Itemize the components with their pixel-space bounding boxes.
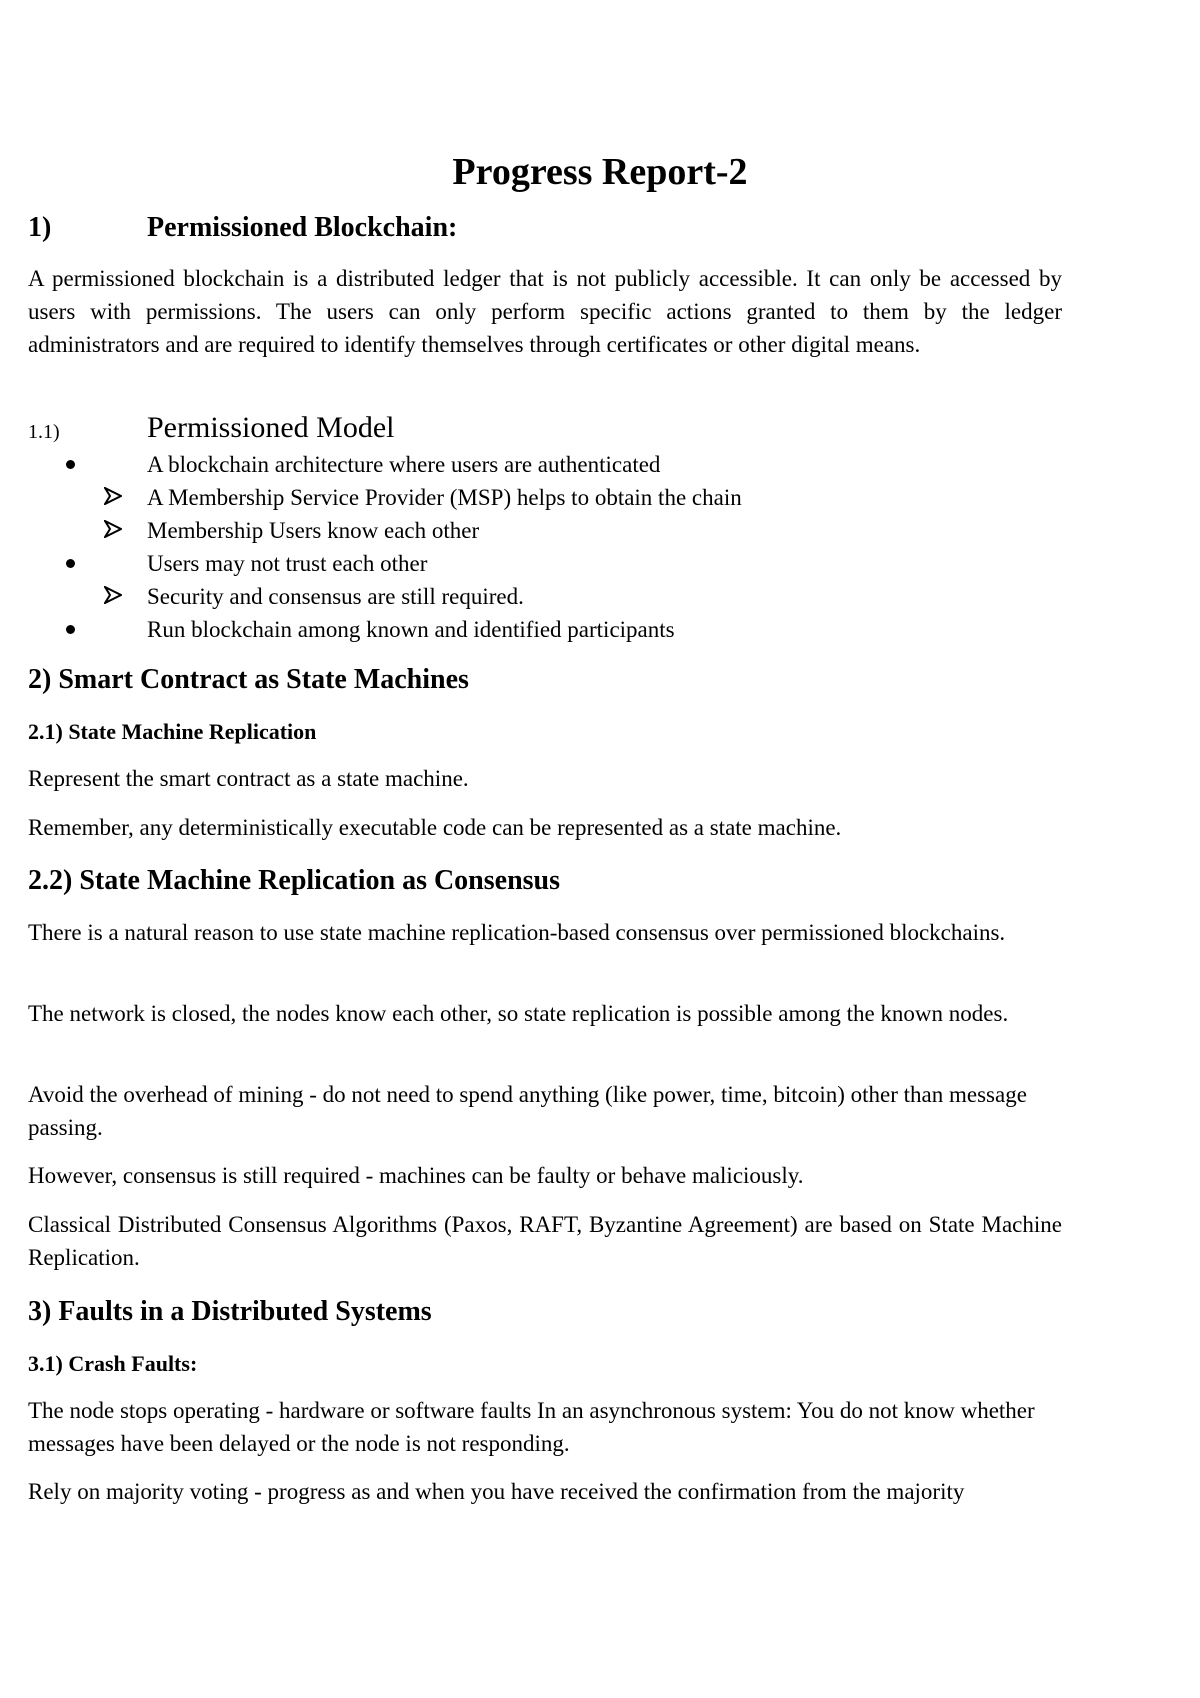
paragraph: Avoid the overhead of mining - do not need to spend anything (like power, time, bitcoin) other than message passing. xyxy=(28,1082,1027,1140)
section-1-heading: Permissioned Blockchain: xyxy=(147,212,458,243)
arrow-bullet-icon xyxy=(104,520,122,538)
bullet-icon xyxy=(66,559,75,568)
section-3-heading: 3) Faults in a Distributed Systems xyxy=(28,1296,432,1327)
paragraph: The network is closed, the nodes know each other, so state replication is possible among the known nodes. xyxy=(28,1001,1009,1026)
section-1-paragraph: A permissioned blockchain is a distributed ledger that is not publicly accessible. It can only be accessed by users with permissions. The users can only perform specific actions granted to them by the ledger administrators and are required to identify themselves through certificates or other digital means. xyxy=(28,266,1062,357)
paragraph: The node stops operating - hardware or software faults In an asynchronous system: You do not know whether messages have been delayed or the node is not responding. xyxy=(28,1398,1035,1456)
paragraph: There is a natural reason to use state machine replication-based consensus over permissioned blockchains. xyxy=(28,920,1006,945)
list-item: Users may not trust each other xyxy=(147,551,428,576)
list-item: A blockchain architecture where users are authenticated xyxy=(147,452,661,477)
bullet-icon xyxy=(66,625,75,634)
bullet-icon xyxy=(66,460,75,469)
paragraph: Rely on majority voting - progress as and when you have received the confirmation from the majority xyxy=(28,1479,965,1504)
document-title: Progress Report-2 xyxy=(452,151,748,193)
list-item: A Membership Service Provider (MSP) helps to obtain the chain xyxy=(147,485,742,510)
subsection-3-1-heading: 3.1) Crash Faults: xyxy=(28,1351,198,1376)
paragraph: Remember, any deterministically executable code can be represented as a state machine. xyxy=(28,815,842,840)
subsection-2-2-heading: 2.2) State Machine Replication as Consensus xyxy=(28,865,561,896)
paragraph: Represent the smart contract as a state machine. xyxy=(28,766,469,791)
list-item: Run blockchain among known and identified participants xyxy=(147,617,675,642)
section-1-number: 1) xyxy=(28,212,52,243)
list-item: Membership Users know each other xyxy=(147,518,480,543)
subsection-2-1-heading: 2.1) State Machine Replication xyxy=(28,719,317,744)
arrow-bullet-icon xyxy=(104,487,122,505)
paragraph: Classical Distributed Consensus Algorithms (Paxos, RAFT, Byzantine Agreement) are based on State Machine Replication. xyxy=(28,1212,1062,1270)
paragraph: However, consensus is still required - machines can be faulty or behave maliciously. xyxy=(28,1163,804,1188)
section-2-heading: 2) Smart Contract as State Machines xyxy=(28,664,469,695)
subsection-1-1-heading: Permissioned Model xyxy=(147,411,395,444)
list-item: Security and consensus are still required. xyxy=(147,584,524,609)
subsection-1-1-number: 1.1) xyxy=(28,421,60,443)
arrow-bullet-icon xyxy=(104,586,122,604)
